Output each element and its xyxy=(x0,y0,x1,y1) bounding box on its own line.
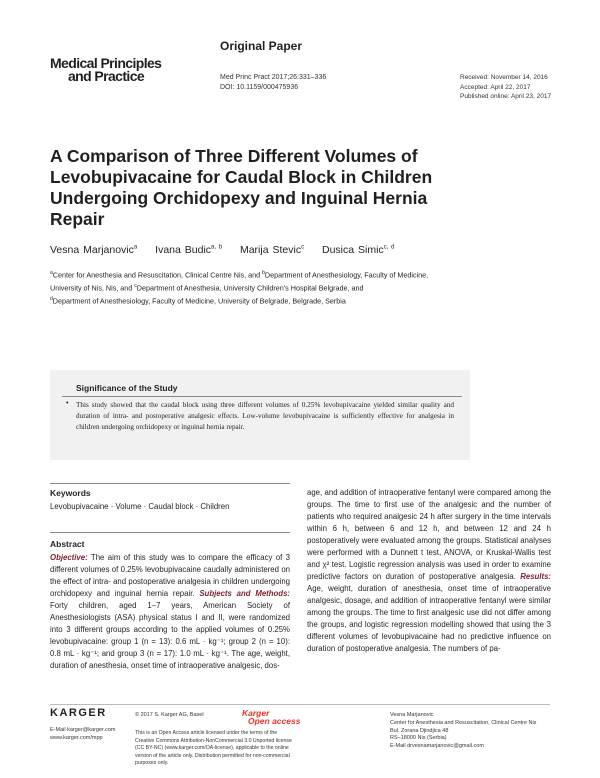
published-date: Published online: April 23, 2017 xyxy=(460,93,552,100)
publisher-email[interactable]: E-Mail karger@karger.com xyxy=(50,727,116,733)
bullet-icon: • xyxy=(66,400,69,407)
oa-logo-line1: Karger xyxy=(242,708,270,718)
correspondence-address xyxy=(390,712,536,751)
affil-sup-d: d xyxy=(50,295,53,302)
affil-sup-b: b xyxy=(262,270,265,276)
affil-b: Department of Anesthesiology, Faculty of Medicine, University of Nis, Nis, and xyxy=(50,270,429,293)
author-name: Vesna Marjanovic xyxy=(50,244,134,256)
keywords-heading: Keywords xyxy=(50,488,91,498)
methods-text: Forty children, aged 1–7 years, American Society of Anesthesiologists (ASA) physical status I and II, were randomized into 3 different groups according to the applied volumes of 0.25% levobupivacaine: group 1 (n = 13): 0.6 mL · kg⁻¹; group 2 (n = 10): 0.8 mL · kg⁻¹; and group 3 (n = 17): 1.0 mL · kg⁻¹. The age, weight, duration of anesthesia, onset time of intraoperative analgesic, dos- xyxy=(50,601,290,670)
article-title: A Comparison of Three Different Volumes of Levobupivacaine for Caudal Block in Children Undergoing Orchidopexy and Inguinal Hernia Repair xyxy=(50,146,433,229)
results-text: Age, weight, duration of anesthesia, onset time of intraoperative analgesic, dosage, and addition of intraoperative fentanyl were similar among the groups. The time to first analgesic use did not differ among the groups, and logistic regression modelling showed that using the 3 different volumes of levobupivacaine had no predictive influence on duration of postoperative analgesia. The numbers of pa- xyxy=(307,584,551,653)
corr-city: RS–18000 Nis (Serbia) xyxy=(390,735,447,742)
author xyxy=(322,244,394,256)
open-access-logo xyxy=(242,709,300,725)
author-affil-sup: a, b xyxy=(211,244,223,251)
methods-label: Subjects and Methods: xyxy=(199,589,290,598)
author-name: Dusica Simic xyxy=(322,244,384,256)
journal-logo xyxy=(50,57,170,83)
copyright: © 2017 S. Karger AG, Basel xyxy=(135,712,204,718)
author-name: Ivana Budic xyxy=(155,244,212,256)
publisher-website[interactable]: www.karger.com/mpp xyxy=(50,735,103,741)
article-type: Original Paper xyxy=(220,39,303,53)
keywords-text: Levobupivacaine · Volume · Caudal block · Children xyxy=(50,502,230,511)
author-affil-sup: c, d xyxy=(383,244,395,251)
author xyxy=(50,244,137,256)
corr-name: Vesna Marjanovic xyxy=(390,712,434,718)
significance-divider xyxy=(62,396,462,397)
abstract-column-1 xyxy=(50,552,290,672)
license-text: This is an Open Access article licensed under the terms of the Creative Commons Attribution-NonCommercial 3.0 Unported license (CC BY-NC) (www.karger.com/OA-license), applicable to the online version of the article only. Distribution permitted for non-commercial purposes only. xyxy=(135,730,292,767)
journal-name-line1: Medical Principles xyxy=(50,55,162,71)
citation: Med Princ Pract 2017;26:331–336 xyxy=(220,74,327,81)
results-label: Results: xyxy=(520,572,551,581)
citation-block xyxy=(220,73,326,93)
accepted-date: Accepted: April 22, 2017 xyxy=(460,83,531,91)
objective-label: Objective: xyxy=(50,553,88,562)
oa-logo-line2: Open access xyxy=(248,716,301,726)
doi[interactable]: DOI: 10.1159/000475936 xyxy=(220,84,299,91)
karger-logo: KARGER xyxy=(50,707,107,719)
footer-rule xyxy=(50,704,550,705)
keywords-rule xyxy=(50,483,290,484)
corr-institution: Center for Anesthesia and Resuscitation, Clinical Centre Nis xyxy=(390,719,537,726)
affil-sup-a: a xyxy=(50,270,53,276)
corr-street: Bul. Zorana Djindjica 48 xyxy=(390,727,449,734)
dates-block xyxy=(460,73,551,102)
abstract-rule xyxy=(50,532,290,533)
affiliations xyxy=(50,268,450,307)
journal-name-line2: and Practice xyxy=(68,68,145,84)
abstract-heading: Abstract xyxy=(50,539,85,549)
affil-a: Center for Anesthesia and Resuscitation, Clinical Centre Nis, and xyxy=(52,270,263,280)
author xyxy=(240,244,304,256)
author-affil-sup: a xyxy=(133,244,138,251)
author xyxy=(155,244,222,256)
received-date: Received: November 14, 2016 xyxy=(460,74,548,81)
methods-text-continued: age, and addition of intraoperative fentanyl were compared among the groups. The time to first use of the analgesic and the number of patients who required analgesic 24 h after surgery in the time intervals within 6 h, between 6 and 12 h, and between 12 and 24 h postoperatively were evaluated among the groups. Statistical analyses were performed with a Dunnett t test, ANOVA, or Kruskal-Wallis test and χ² test. Logistic regression analysis was used in order to examine predictive factors on duration of postoperative analgesia. xyxy=(307,488,551,581)
author-list xyxy=(50,244,408,256)
affil-c: Department of Anesthesia, University Children's Hospital Belgrade, and xyxy=(136,283,364,293)
significance-heading: Significance of the Study xyxy=(76,383,178,393)
objective-text: The aim of this study was to compare the efficacy of 3 different volumes of 0.25% levobupivacaine caudally administered on the effect of intra- and postoperative analgesia in children undergoing orchidopexy and inguinal hernia repair. xyxy=(50,553,290,598)
affil-d: Department of Anesthesiology, Faculty of Medicine, University of Belgrade, Belgrade, Serbia xyxy=(52,296,346,306)
author-affil-sup: c xyxy=(301,244,305,251)
publisher-contact xyxy=(50,726,116,742)
affil-sup-c: c xyxy=(134,282,137,289)
significance-text: This study showed that the caudal block using three different volumes of 0.25% levobupivacaine yielded similar quality and duration of intra- and postoperative analgesic effects. Low-volume levobupivacaine is sufficiently effective for analgesia in children undergoing orchidopexy or inguinal hernia repair. xyxy=(76,401,454,431)
corr-email[interactable]: E-Mail drvesnamarjanovic@gmail.com xyxy=(390,743,484,750)
abstract-column-2 xyxy=(307,487,551,655)
author-name: Marija Stevic xyxy=(239,244,302,256)
